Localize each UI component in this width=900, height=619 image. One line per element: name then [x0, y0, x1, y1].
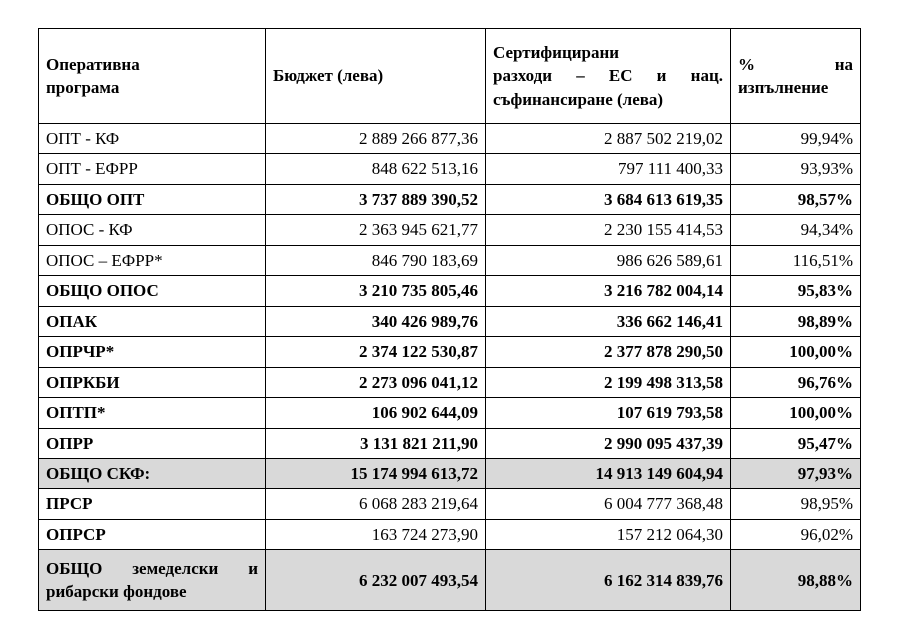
- cell-total-certified-value: 6 162 314 839,76: [486, 550, 731, 611]
- cell-percent-value: 99,94%: [731, 124, 861, 154]
- column-header-program-line1: Оперативна: [46, 54, 140, 74]
- cell-certified-value: 2 990 095 437,39: [486, 428, 731, 458]
- column-header-certified-line2: разходи – ЕС и нац.: [493, 66, 723, 86]
- cell-percent-value: 98,95%: [731, 489, 861, 519]
- column-header-budget: [266, 29, 486, 124]
- cell-percent-value: 98,57%: [731, 184, 861, 214]
- cell-percent-value: 96,02%: [731, 519, 861, 549]
- cell-budget-value: 848 622 513,16: [266, 154, 486, 184]
- cell-budget-value: 340 426 989,76: [266, 306, 486, 336]
- cell-certified-value: 3 216 782 004,14: [486, 276, 731, 306]
- column-header-budget-line1: Бюджет (лева): [273, 66, 384, 86]
- cell-budget-value: 2 363 945 621,77: [266, 215, 486, 245]
- column-header-certified-line3: съфинансиране (лева): [493, 89, 664, 109]
- table-row: [39, 398, 861, 428]
- table-row: [39, 367, 861, 397]
- cell-certified-value: 2 887 502 219,02: [486, 124, 731, 154]
- table-row: [39, 519, 861, 549]
- cell-program-name: ОПТ - ЕФРР: [39, 154, 266, 184]
- column-header-program-line2: програма: [46, 78, 120, 97]
- cell-percent-value: 97,93%: [731, 458, 861, 488]
- cell-budget-value: 2 273 096 041,12: [266, 367, 486, 397]
- cell-percent-value: 116,51%: [731, 245, 861, 275]
- column-header-certified-line1: Сертифицирани: [493, 42, 620, 62]
- column-header-certified-expenses: [486, 29, 731, 124]
- cell-budget-value: 3 131 821 211,90: [266, 428, 486, 458]
- column-header-percent-preposition: на: [834, 54, 853, 74]
- cell-percent-value: 95,83%: [731, 276, 861, 306]
- cell-percent-value: 96,76%: [731, 367, 861, 397]
- cell-program-name: ОПОС – ЕФРР*: [39, 245, 266, 275]
- cell-program-name: ОПОС - КФ: [39, 215, 266, 245]
- budget-table: [38, 28, 861, 611]
- cell-budget-value: 106 902 644,09: [266, 398, 486, 428]
- table-row: [39, 337, 861, 367]
- table-header-row: [39, 29, 861, 124]
- cell-percent-value: 93,93%: [731, 154, 861, 184]
- cell-budget-value: 163 724 273,90: [266, 519, 486, 549]
- cell-budget-value: 15 174 994 613,72: [266, 458, 486, 488]
- cell-budget-value: 846 790 183,69: [266, 245, 486, 275]
- column-header-percent-line2: изпълнение: [738, 78, 829, 97]
- cell-certified-value: 14 913 149 604,94: [486, 458, 731, 488]
- cell-budget-value: 3 737 889 390,52: [266, 184, 486, 214]
- cell-program-name: ОПРКБИ: [39, 367, 266, 397]
- table-row: [39, 124, 861, 154]
- cell-program-name: ОБЩО ОПТ: [39, 184, 266, 214]
- cell-program-name: ОБЩО ОПОС: [39, 276, 266, 306]
- cell-program-name: ОПРЧР*: [39, 337, 266, 367]
- cell-total-budget-value: 6 232 007 493,54: [266, 550, 486, 611]
- cell-certified-value: 3 684 613 619,35: [486, 184, 731, 214]
- cell-certified-value: 336 662 146,41: [486, 306, 731, 336]
- cell-percent-value: 100,00%: [731, 398, 861, 428]
- cell-certified-value: 986 626 589,61: [486, 245, 731, 275]
- table-row: [39, 184, 861, 214]
- cell-percent-value: 95,47%: [731, 428, 861, 458]
- cell-total-program-name: [39, 550, 266, 611]
- cell-budget-value: 2 889 266 877,36: [266, 124, 486, 154]
- cell-budget-value: 6 068 283 219,64: [266, 489, 486, 519]
- table-header: [39, 29, 861, 124]
- cell-program-name: ОПАК: [39, 306, 266, 336]
- cell-total-name-line2: рибарски фондове: [46, 582, 187, 602]
- column-header-percent-execution: [731, 29, 861, 124]
- table-total-row: [39, 550, 861, 611]
- table-row: [39, 428, 861, 458]
- table-row: [39, 458, 861, 488]
- cell-certified-value: 797 111 400,33: [486, 154, 731, 184]
- cell-certified-value: 157 212 064,30: [486, 519, 731, 549]
- table-row: [39, 306, 861, 336]
- cell-program-name: ОПРСР: [39, 519, 266, 549]
- cell-certified-value: 6 004 777 368,48: [486, 489, 731, 519]
- column-header-percent-line1: [738, 53, 853, 76]
- cell-program-name: ОПТ - КФ: [39, 124, 266, 154]
- cell-certified-value: 107 619 793,58: [486, 398, 731, 428]
- cell-percent-value: 100,00%: [731, 337, 861, 367]
- cell-total-percent-value: 98,88%: [731, 550, 861, 611]
- table-row: [39, 245, 861, 275]
- cell-budget-value: 3 210 735 805,46: [266, 276, 486, 306]
- table-body: [39, 124, 861, 611]
- cell-program-name: ОБЩО СКФ:: [39, 458, 266, 488]
- cell-program-name: ОПТП*: [39, 398, 266, 428]
- table-row: [39, 276, 861, 306]
- cell-certified-value: 2 199 498 313,58: [486, 367, 731, 397]
- cell-program-name: ОПРР: [39, 428, 266, 458]
- cell-certified-value: 2 230 155 414,53: [486, 215, 731, 245]
- cell-budget-value: 2 374 122 530,87: [266, 337, 486, 367]
- table-row: [39, 489, 861, 519]
- cell-certified-value: 2 377 878 290,50: [486, 337, 731, 367]
- cell-program-name: ПРСР: [39, 489, 266, 519]
- table-row: [39, 154, 861, 184]
- cell-total-name-line1: ОБЩО земеделски и: [46, 558, 258, 578]
- table-row: [39, 215, 861, 245]
- budget-table-container: [38, 28, 860, 611]
- column-header-program: [39, 29, 266, 124]
- cell-percent-value: 98,89%: [731, 306, 861, 336]
- cell-percent-value: 94,34%: [731, 215, 861, 245]
- column-header-percent-symbol: %: [738, 54, 755, 74]
